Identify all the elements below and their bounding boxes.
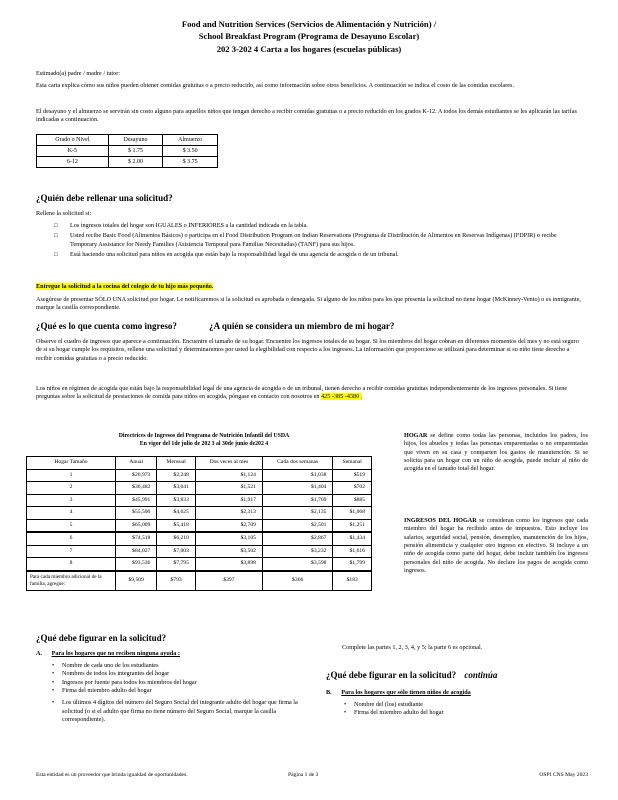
income-label: INGRESOS DEL HOGAR [404,517,477,524]
income-cell: $1,616 [333,545,372,558]
list-item: • Ingresos por fuente para todos los miembros del hogar [48,679,306,687]
income-cell: $55,500 [116,507,157,520]
income-guidelines-table [26,456,372,591]
price-cell: $ 3.75 [163,157,218,168]
income-cell: $7,795 [157,558,196,571]
footer-equal-opportunity: Esta entidad es un proveedor que brinda igualdad de oportunidades. [36,772,188,778]
submit-instruction [36,283,213,291]
household-size-cell: 7 [27,545,116,558]
income-cell: $36,482 [116,482,157,495]
who-list [52,222,582,259]
income-cell: $2,248 [157,469,196,482]
income-header: Semanal [333,457,372,470]
section-a-title [36,650,306,658]
income-cell: $702 [333,482,372,495]
household-definition [404,432,588,474]
income-cell: $1,521 [195,482,262,495]
list-item: □ Usted recibe Basic Food (Alimentos Básicos) o participa en el Food Distribution Program on Indian Reservations (Programa de Distribución de Alimentos en Reservas Indígenas) (FDPIR) o recibe Temporary Assistance for Needy Families (Asistencia Temporal para Familias Necesitadas) (TANF) para sus hijos. [52,232,582,249]
income-cell: $3,502 [195,545,262,558]
complete-parts-note: Complete las partes 1, 2, 3, 4, y 5; la parte 6 es opcional. [342,644,483,651]
income-cell: $1,769 [262,494,332,507]
table-row [27,494,372,507]
income-cell: $793 [157,571,196,591]
income-cell: $84,027 [116,545,157,558]
table-row [27,558,372,571]
section-a-label: A. [36,650,43,657]
table-row [27,519,372,532]
income-cell: $4,625 [157,507,196,520]
income-header: Mensual [157,457,196,470]
price-table-header [37,135,218,146]
list-item: • Los últimos 4 dígitos del número del Seguro Social del integrante adulto del hogar que firma la solicitud (o si el adulto que firma no tiene número del Seguro Social, marque la casilla correspondiente). [48,699,306,724]
income-cell: $3,105 [195,532,262,545]
list-item: • Nombres de todos los integrantes del hogar [48,670,306,678]
continued-label: continúa [464,670,498,680]
document-title [0,18,618,55]
income-header: Dos veces al mes [195,457,262,470]
section-b-label: B. [326,689,332,696]
table-row [27,482,372,495]
income-cell: $1,917 [195,494,262,507]
section-b-text: Para los hogares que sólo tienen niños de acogida [341,689,471,696]
highlighted-text: Entregue la solicitud a la cocina del colegio de tu hijo más pequeño. [36,283,214,290]
income-cell: $183 [333,571,372,591]
include-heading-continued [326,669,497,681]
section-b-title [326,689,586,697]
table-row [27,469,372,482]
footer-page-number: Página 1 de 3 [288,772,319,778]
household-size-cell: 1 [27,469,116,482]
household-size-cell: 3 [27,494,116,507]
table-row [37,157,218,168]
income-cell: $5,418 [157,519,196,532]
intro-paragraph-1: Esta carta explica cómo sus niños pueden obtener comidas gratuitas o a precio reducido, así como información sobre otros beneficios. A continuación se indica el costo de las comidas escolares. [36,82,515,89]
household-size-cell: 5 [27,519,116,532]
list-item: • Firma del miembro adulto del hogar [340,709,580,717]
who-lead: Rellene la solicitud si: [36,210,92,217]
income-cell: $1,068 [333,507,372,520]
greeting: Estimado(a) padre / madre / tutor: [36,70,121,77]
income-header: Anual [116,457,157,470]
income-header: Cada dos semanas [262,457,332,470]
income-heading [36,320,586,332]
footer-form-id: OSPI CNS May 2023 [539,772,588,778]
income-cell: $2,135 [262,507,332,520]
income-cell: $1,434 [333,532,372,545]
income-cell: $26,973 [116,469,157,482]
income-cell: $1,251 [333,519,372,532]
income-cell: $3,041 [157,482,196,495]
income-cell: $2,709 [195,519,262,532]
income-cell: $1,038 [262,469,332,482]
include-heading-2: ¿Qué debe figurar en la solicitud? [326,670,457,680]
table-row [37,146,218,157]
table-row [27,507,372,520]
section-a-list [48,662,306,725]
include-heading: ¿Qué debe figurar en la solicitud? [36,633,167,643]
price-header-grade: Grado o Nivel [37,135,109,146]
income-cell: $3,232 [262,545,332,558]
price-header-breakfast: Desayuno [108,135,163,146]
income-cell: $2,501 [262,519,332,532]
list-item: • Firma del miembro adulto del hogar [48,687,306,695]
income-table-title [36,432,372,448]
income-paragraph-1: Observe el cuadro de ingresos que aparece a continuación. Encuentre el tamaño de su hogar. Encuentre los ingresos totales de su hogar. Si los miembros del hogar cobran en diferentes momentos del mes y no está seguro de si su hogar cumple los requisitos, rellene una solicitud y determinaremos por usted la elegibilidad con respecto a los ingresos. La información que proporcione se utilizará para determinar si su niño tiene derecho a recibir comidas gratuitas o a precio reducido. [36,338,579,362]
household-size-cell: 8 [27,558,116,571]
income-table-header [27,457,372,470]
income-cell: $366 [262,571,332,591]
table-row [27,545,372,558]
household-text: se define como todas las personas, incluidos los padres, los hijos, los abuelos y todas las personas emparentadas o no emparentadas que viven en su casa y comparten los gastos de manutención. Si se solicita para un hogar con un niño de acogida, puede incluir al niño de acogida en el tamaño total del hogar. [404,432,588,473]
foster-text: Los niños en régimen de acogida que están bajo la responsabilidad legal de una agencia de acogida o de un tribunal, tienen derecho a recibir comidas gratuitas independientemente de los ingresos personales. Si tiene preguntas sobre la solicitud de prestaciones de comida para niños en acogida, póngase en contacto con nosotros en [36,385,568,401]
title-line-3: 202 3-202 4 Carta a los hogares (escuelas públicas) [216,43,402,54]
title-line-1: Food and Nutrition Services (Servicios de Alimentación y Nutrición) / [181,19,437,29]
additional-member-label: Para cada miembro adicional de la familia, agregue: [27,571,116,591]
household-size-cell: 6 [27,532,116,545]
income-cell: $1,124 [195,469,262,482]
contact-phone: 425 -385 -4380 . [321,393,363,401]
household-label: HOGAR [404,432,428,439]
list-item: □ Está haciendo una solicitud para niños en acogida que están bajo la responsabilidad legal de una agencia de acogida o de un tribunal. [52,251,582,259]
income-definition [404,517,588,576]
price-cell: $ 3.50 [163,146,218,157]
income-header: Hogar Tamaño [27,457,116,470]
table-row [27,532,372,545]
who-heading: ¿Quién debe rellenar una solicitud? [36,193,173,203]
list-item: □ Los ingresos totales del hogar son IGUALES o INFERIORES a la cantidad indicada en la tabla. [52,222,582,230]
income-cell: $2,313 [195,507,262,520]
income-cell: $3,598 [262,558,332,571]
income-def-text: se consideran como los ingresos que cada miembro del hogar ha recibido antes de impuestos. Esto incluye los salarios, seguridad social, pensión, desempleo, manutención de los hijos, pensión alimenticia y cualquier otro ingreso en efectivo. Si incluye a un niño de acogida como parte del hogar, debe incluir también los ingresos personales del niño de acogida. No declare los pagos de acogida como ingresos. [404,517,588,575]
income-title-line-2: En vigor del 1de julio de 202 3 al 30de junio de202 4 [139,441,269,448]
who-note: Asegúrese de presentar SÓLO UNA solicitud por hogar. Le notificaremos si la solicitud es aprobada o denegada. Si alguno de los niños para los que presenta la solicitud no tiene hogar (McKinney-Vento) o es inmigrante, marque la casilla correspondiente. [36,296,581,312]
section-b-list [340,701,580,718]
income-title-line-1: Directrices de Ingresos del Programa de Nutrición Infantil del USDA [118,433,290,439]
household-size-cell: 4 [27,507,116,520]
section-a-text: Para los hogares que no reciben ninguna ayuda : [51,650,180,657]
price-cell: $ 2.00 [108,157,163,168]
income-cell: $45,991 [116,494,157,507]
price-header-lunch: Almuerzo [163,135,218,146]
income-cell: $3,833 [157,494,196,507]
meal-price-table [36,134,218,168]
income-cell: $2,867 [262,532,332,545]
household-size-cell: 2 [27,482,116,495]
income-cell: $3,898 [195,558,262,571]
income-cell: $93,536 [116,558,157,571]
income-cell: $1,404 [262,482,332,495]
income-paragraph-2 [36,385,586,402]
income-heading-b: ¿A quién se considera un miembro de mi hogar? [209,321,395,331]
income-cell: $519 [333,469,372,482]
title-line-2: School Breakfast Program (Programa de Desayuno Escolar) [198,31,420,42]
list-item: • Nombre del (los) estudiante [340,701,580,709]
income-cell: $9,509 [116,571,157,591]
price-cell: 6-12 [37,157,109,168]
list-item: • Nombre de cada uno de los estudiantes [48,662,306,670]
income-cell: $885 [333,494,372,507]
income-cell: $397 [195,571,262,591]
price-cell: $ 1.75 [108,146,163,157]
intro-paragraph-2: El desayuno y el almuerzo se servirán sin costo alguno para aquellos niños que tengan derecho a recibir comidas gratuitas o a precio reducido en los grados K-12. A todos los demás estudiantes se les aplicarán las tarifas indicadas a continuación. [36,108,577,124]
income-heading-a: ¿Qué es lo que cuenta como ingreso? [36,321,177,331]
income-cell: $74,518 [116,532,157,545]
price-cell: K-5 [37,146,109,157]
income-cell: $7,003 [157,545,196,558]
additional-member-row [27,571,372,591]
income-cell: $1,799 [333,558,372,571]
income-cell: $65,009 [116,519,157,532]
income-cell: $6,210 [157,532,196,545]
